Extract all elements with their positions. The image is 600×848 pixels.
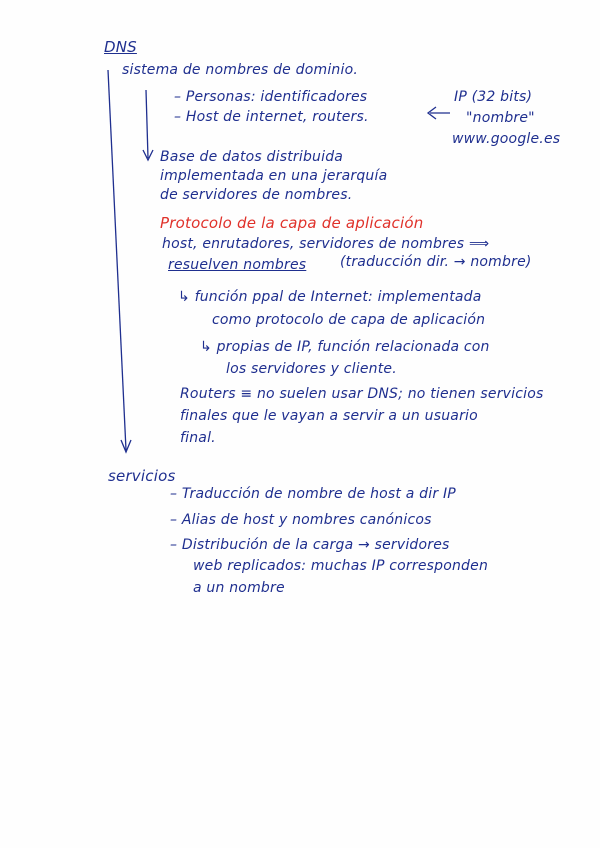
nombre-label: "nombre"	[466, 110, 535, 126]
persons-line: – Personas: identificadores	[174, 89, 368, 105]
service-item-3: – Distribución de la carga → servidores	[170, 537, 450, 553]
db-line-1: Base de datos distribuida	[160, 149, 344, 165]
service-item-1: – Traducción de nombre de host a dir IP	[170, 486, 456, 502]
resolve-note: (traducción dir. → nombre)	[340, 254, 532, 270]
inner-vertical-arrow	[146, 90, 148, 158]
ip-bits-label: IP (32 bits)	[454, 89, 533, 105]
routers-line-1: Routers ≡ no suelen usar DNS; no tienen servicios	[180, 386, 544, 402]
main-vertical-arrow	[108, 70, 126, 450]
routers-line-2: finales que le vayan a servir a un usuario	[180, 408, 478, 424]
service-item-5: a un nombre	[193, 580, 285, 596]
service-item-4: web replicados: muchas IP corresponden	[193, 558, 489, 574]
service-item-2: – Alias de host y nombres canónicos	[170, 512, 432, 528]
db-line-3: de servidores de nombres.	[160, 187, 353, 203]
routers-line-3: final.	[180, 430, 216, 446]
example-domain: www.google.es	[452, 131, 561, 147]
db-line-2: implementada en una jerarquía	[160, 168, 388, 184]
function-line-4: los servidores y cliente.	[226, 361, 397, 377]
services-title: servicios	[108, 467, 176, 485]
protocol-heading: Protocolo de la capa de aplicación	[160, 214, 424, 232]
function-line-2: como protocolo de capa de aplicación	[212, 312, 486, 328]
function-line-1: ↳ función ppal de Internet: implementada	[178, 289, 482, 305]
hosts-enrutadores-line: host, enrutadores, servidores de nombres ⟹	[162, 236, 490, 252]
intro-line: sistema de nombres de dominio.	[122, 62, 358, 78]
page-title: DNS	[104, 38, 137, 56]
function-line-3: ↳ propias de IP, función relacionada con	[200, 339, 490, 355]
hosts-line: – Host de internet, routers.	[174, 109, 369, 125]
resolve-label: resuelven nombres	[168, 257, 307, 273]
